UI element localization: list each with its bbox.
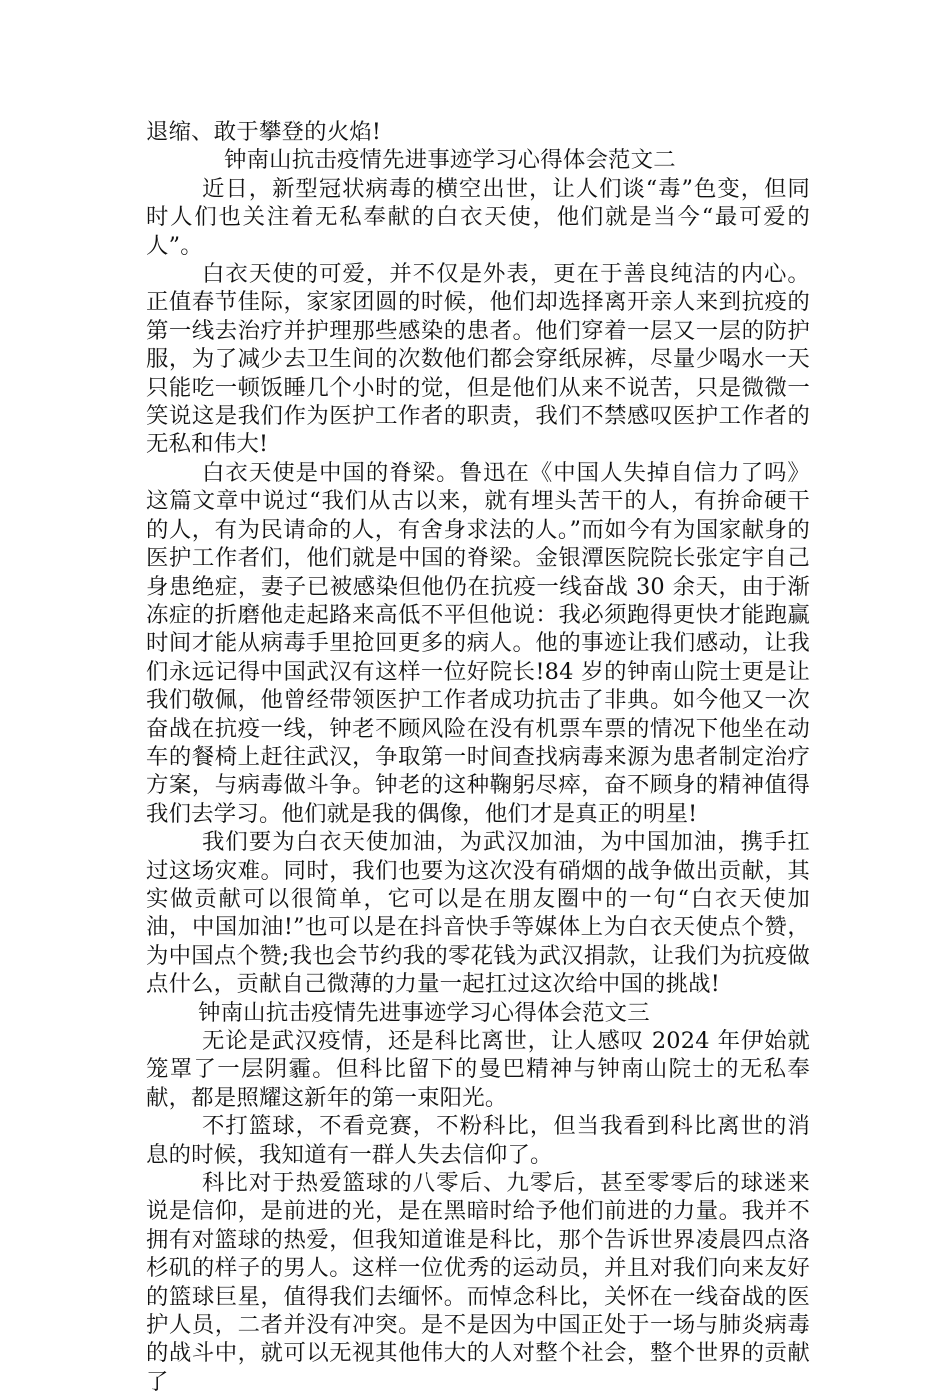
section-heading-essay-three: 钟南山抗击疫情先进事迹学习心得体会范文三: [198, 999, 650, 1026]
section-heading-essay-two: 钟南山抗击疫情先进事迹学习心得体会范文二: [224, 147, 676, 174]
paragraph: 无论是武汉疫情，还是科比离世，让人感叹 2024 年伊始就笼罩了一层阴霾。但科比留下的曼巴精神与钟南山院士的无私奉献，都是照耀这新年的第一束阳光。: [146, 1028, 810, 1111]
paragraph: 白衣天使是中国的脊梁。鲁迅在《中国人失掉自信力了吗》这篇文章中说过“我们从古以来，就有埋头苦干的人，有拚命硬干的人，有为民请命的人，有舍身求法的人。”而如今有为国家献身的医护工作者们，他们就是中国的脊梁。金银潭医院院长张定宇自己身患绝症，妻子已被感染但他仍在抗疫一线奋战 30 余天，由于渐冻症的折磨他走起路来高低不平但他说：我必须跑得更快才能跑赢时间才能从病毒手里抢回更多的病人。他的事迹让我们感动，让我们永远记得中国武汉有这样一位好院长!84 岁的钟南山院士更是让我们敬佩，他曾经带领医护工作者成功抗击了非典。如今他又一次奋战在抗疫一线，钟老不顾风险在没有机票车票的情况下他坐在动车的餐椅上赶往武汉，争取第一时间查找病毒来源为患者制定治疗方案，与病毒做斗争。钟老的这种鞠躬尽瘁，奋不顾身的精神值得我们去学习。他们就是我的偶像，他们才是真正的明星!: [146, 459, 810, 827]
paragraph: 我们要为白衣天使加油，为武汉加油，为中国加油，携手扛过这场灾难。同时，我们也要为这次没有硝烟的战争做出贡献，其实做贡献可以很简单，它可以是在朋友圈中的一句“白衣天使加油，中国加油!”也可以是在抖音快手等媒体上为白衣天使点个赞，为中国点个赞;我也会节约我的零花钱为武汉捐款，让我们为抗疫做点什么，贡献自己微薄的力量一起扛过这次给中国的挑战!: [146, 829, 810, 998]
paragraph-continuation: 退缩、敢于攀登的火焰!: [146, 119, 382, 145]
paragraph: 不打篮球，不看竞赛，不粉科比，但当我看到科比离世的消息的时候，我知道有一群人失去信仰了。: [146, 1113, 810, 1168]
paragraph: 科比对于热爱篮球的八零后、九零后，甚至零零后的球迷来说是信仰，是前进的光，是在黑暗时给予他们前进的力量。我并不拥有对篮球的热爱，但我知道谁是科比，那个告诉世界凌晨四点洛杉矶的样子的男人。这样一位优秀的运动员，并且对我们向来友好的篮球巨星，值得我们去缅怀。而悼念科比，关怀在一线奋战的医护人员，二者并没有冲突。是不是因为中国正处于一场与肺炎病毒的战斗中，就可以无视其他伟大的人对整个社会，整个世界的贡献了: [146, 1170, 810, 1395]
paragraph: 近日，新型冠状病毒的横空出世，让人们谈“毒”色变，但同时人们也关注着无私奉献的白衣天使，他们就是当今“最可爱的人”。: [146, 175, 810, 259]
paragraph: 白衣天使的可爱，并不仅是外表，更在于善良纯洁的内心。正值春节佳际，家家团圆的时候，他们却选择离开亲人来到抗疫的第一线去治疗并护理那些感染的患者。他们穿着一层又一层的防护服，为了减少去卫生间的次数他们都会穿纸尿裤，尽量少喝水一天只能吃一顿饭睡几个小时的觉，但是他们从来不说苦，只是微微一笑说这是我们作为医护工作者的职责，我们不禁感叹医护工作者的无私和伟大!: [146, 261, 810, 458]
document-body: [146, 118, 810, 1396]
